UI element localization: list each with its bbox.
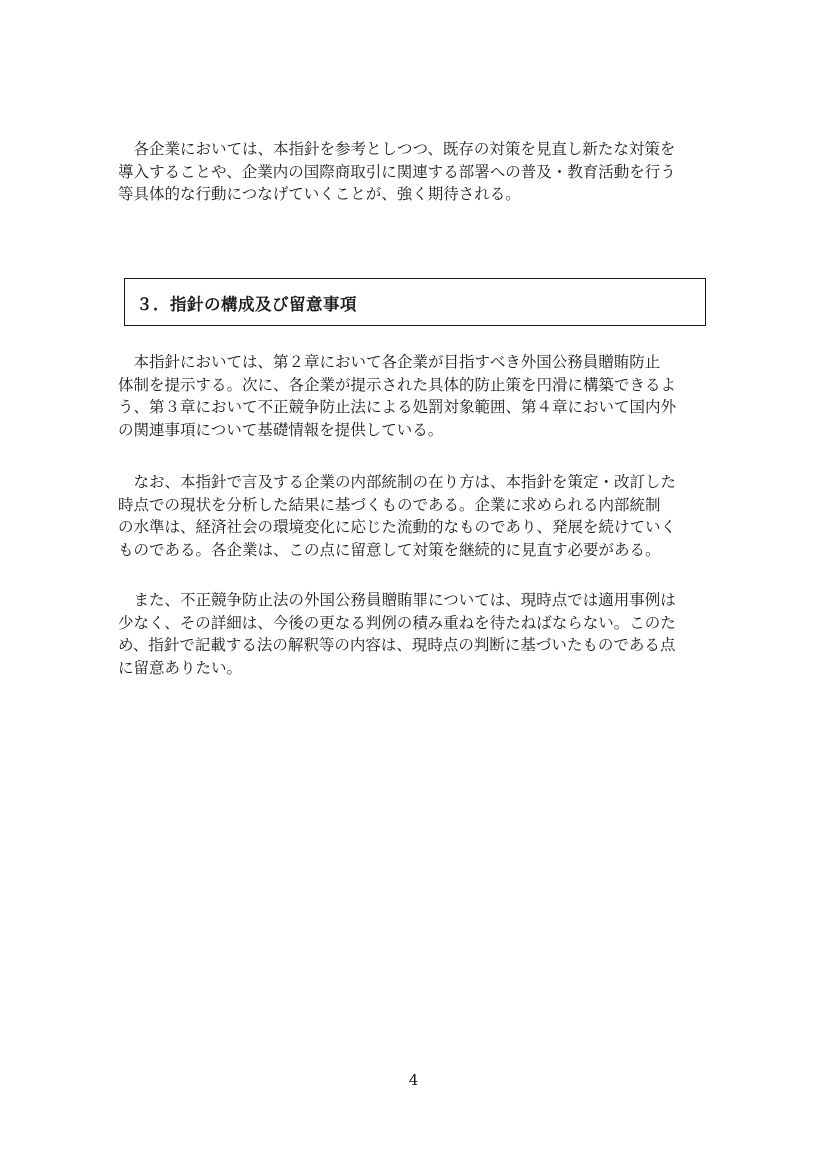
text-line: 時点での現状を分析した結果に基づくものである。企業に求められる内部統制 [118,495,661,514]
text-line: ものである。各企業は、この点に留意して対策を継続的に見直す必要がある。 [118,540,661,559]
text-line: 体制を提示する。次に、各企業が提示された具体的防止策を円滑に構築できるよ [118,375,677,394]
text-line: の水準は、経済社会の環境変化に応じた流動的なものであり、発展を続けていく [118,518,677,536]
text-line: め、指針で記載する法の解釈等の内容は、現時点の判断に基づいたものである点 [118,636,676,654]
text-line: なお、本指針で言及する企業の内部統制の在り方は、本指針を策定・改訂した [118,473,677,491]
body-paragraph-interpretation [118,589,710,679]
body-paragraph-internal-control [118,471,710,561]
text-line: に留意ありたい。 [118,658,243,677]
text-line: 等具体的な行動につなげていくことが、強く期待される。 [118,185,521,203]
intro-paragraph [118,138,710,206]
text-line: 本指針においては、第２章において各企業が目指すべき外国公務員贈賄防止 [118,353,661,371]
text-line: 導入することや、企業内の国際商取引に関連する部署への普及・教育活動を行う [118,162,676,181]
page-number: 4 [408,1071,419,1089]
text-line: の関連事項について基礎情報を提供している。 [118,420,444,439]
section-heading-box [124,278,706,326]
text-line: う、第３章において不正競争防止法による処罰対象範囲、第４章において国内外 [118,398,677,416]
text-line: また、不正競争防止法の外国公務員贈賄罪については、現時点では適用事例は [118,591,676,609]
text-line: 少なく、その詳細は、今後の更なる判例の積み重ねを待たねばならない。このた [118,613,676,632]
body-paragraph-structure [118,351,710,441]
section-heading: ３．指針の構成及び留意事項 [136,295,357,314]
text-line: 各企業においては、本指針を参考としつつ、既存の対策を見直し新たな対策を [118,140,676,158]
